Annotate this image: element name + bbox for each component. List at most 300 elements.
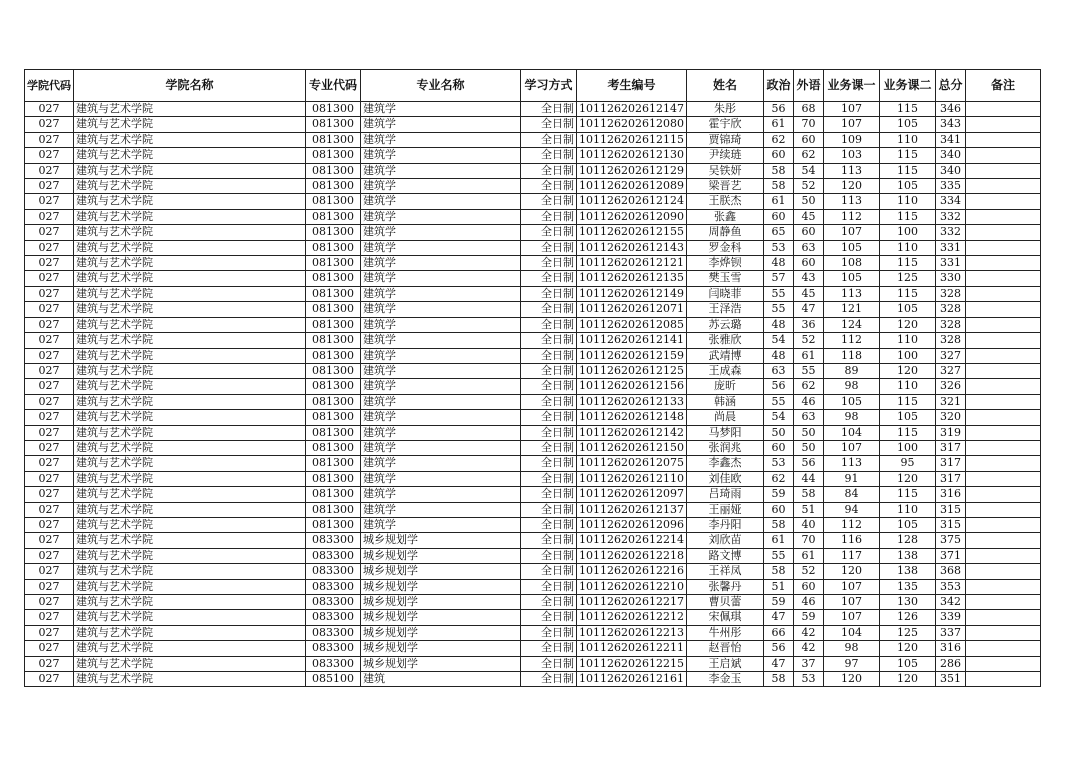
- total-score-cell: 335: [935, 179, 965, 194]
- subject-two-score-cell: 105: [879, 656, 935, 671]
- table-row: [25, 548, 1041, 563]
- table-row: [25, 379, 1041, 394]
- total-score-cell: 334: [935, 194, 965, 209]
- student-name-cell: 王朕杰: [686, 194, 763, 209]
- politics-score-cell: 59: [763, 487, 793, 502]
- subject-two-score-cell: 105: [879, 410, 935, 425]
- candidate-id-cell: 101126202612080: [577, 117, 687, 132]
- college-name-cell: 建筑与艺术学院: [74, 456, 306, 471]
- college-code-cell: 027: [25, 179, 74, 194]
- college-code-cell: 027: [25, 286, 74, 301]
- college-code-cell: 027: [25, 256, 74, 271]
- remarks-cell: [965, 610, 1040, 625]
- major-name-cell: 建筑学: [361, 240, 521, 255]
- header-row: [25, 70, 1041, 102]
- total-score-cell: 319: [935, 425, 965, 440]
- college-code-cell: 027: [25, 641, 74, 656]
- major-code-cell: 081300: [306, 286, 361, 301]
- college-code-cell: 027: [25, 148, 74, 163]
- candidate-id-cell: 101126202612137: [577, 502, 687, 517]
- subject-two-score-cell: 115: [879, 209, 935, 224]
- student-name-cell: 牛州彤: [686, 625, 763, 640]
- student-name-cell: 霍宇欣: [686, 117, 763, 132]
- table-row: [25, 317, 1041, 332]
- major-code-cell: 081300: [306, 209, 361, 224]
- foreign-language-score-cell: 59: [793, 610, 823, 625]
- college-name-cell: 建筑与艺术学院: [74, 564, 306, 579]
- foreign-language-score-cell: 44: [793, 471, 823, 486]
- table-row: [25, 610, 1041, 625]
- major-name-cell: 建筑学: [361, 271, 521, 286]
- subject-one-score-cell: 104: [823, 625, 879, 640]
- subject-one-score-cell: 118: [823, 348, 879, 363]
- major-code-cell: 083300: [306, 579, 361, 594]
- total-score-cell: 331: [935, 240, 965, 255]
- college-code-cell: 027: [25, 502, 74, 517]
- student-name-cell: 梁晋艺: [686, 179, 763, 194]
- foreign-language-score-cell: 60: [793, 132, 823, 147]
- college-code-cell: 027: [25, 225, 74, 240]
- remarks-cell: [965, 225, 1040, 240]
- politics-score-cell: 48: [763, 348, 793, 363]
- major-code-cell: 081300: [306, 471, 361, 486]
- student-name-cell: 王丽娅: [686, 502, 763, 517]
- remarks-cell: [965, 595, 1040, 610]
- subject-one-score-cell: 117: [823, 548, 879, 563]
- remarks-cell: [965, 379, 1040, 394]
- remarks-cell: [965, 579, 1040, 594]
- candidate-id-cell: 101126202612142: [577, 425, 687, 440]
- subject-two-score-cell: 115: [879, 148, 935, 163]
- college-code-cell: 027: [25, 595, 74, 610]
- foreign-language-score-cell: 45: [793, 286, 823, 301]
- subject-two-score-cell: 115: [879, 487, 935, 502]
- college-code-cell: 027: [25, 625, 74, 640]
- subject-two-score-cell: 125: [879, 625, 935, 640]
- college-code-cell: 027: [25, 317, 74, 332]
- study-mode-cell: 全日制: [521, 179, 577, 194]
- candidate-id-cell: 101126202612214: [577, 533, 687, 548]
- foreign-language-score-cell: 61: [793, 348, 823, 363]
- table-row: [25, 179, 1041, 194]
- student-name-cell: 李金玉: [686, 672, 763, 687]
- subject-two-score-cell: 110: [879, 132, 935, 147]
- politics-score-cell: 58: [763, 517, 793, 532]
- total-score-cell: 339: [935, 610, 965, 625]
- foreign-language-score-cell: 52: [793, 564, 823, 579]
- col-college-name-header: 学院名称: [74, 70, 306, 102]
- foreign-language-score-cell: 42: [793, 641, 823, 656]
- college-code-cell: 027: [25, 132, 74, 147]
- student-name-cell: 吕琦雨: [686, 487, 763, 502]
- major-code-cell: 081300: [306, 517, 361, 532]
- foreign-language-score-cell: 45: [793, 209, 823, 224]
- politics-score-cell: 58: [763, 179, 793, 194]
- foreign-language-score-cell: 70: [793, 533, 823, 548]
- table-row: [25, 225, 1041, 240]
- total-score-cell: 327: [935, 348, 965, 363]
- remarks-cell: [965, 456, 1040, 471]
- subject-one-score-cell: 94: [823, 502, 879, 517]
- major-code-cell: 083300: [306, 533, 361, 548]
- politics-score-cell: 51: [763, 579, 793, 594]
- college-code-cell: 027: [25, 425, 74, 440]
- college-code-cell: 027: [25, 102, 74, 117]
- subject-one-score-cell: 104: [823, 425, 879, 440]
- table-row: [25, 117, 1041, 132]
- table-row: [25, 440, 1041, 455]
- college-code-cell: 027: [25, 363, 74, 378]
- major-name-cell: 建筑学: [361, 317, 521, 332]
- student-name-cell: 樊玉雪: [686, 271, 763, 286]
- study-mode-cell: 全日制: [521, 548, 577, 563]
- table-row: [25, 271, 1041, 286]
- table-row: [25, 502, 1041, 517]
- col-subject-two-header: 业务课二: [879, 70, 935, 102]
- major-code-cell: 081300: [306, 256, 361, 271]
- college-code-cell: 027: [25, 440, 74, 455]
- politics-score-cell: 59: [763, 595, 793, 610]
- study-mode-cell: 全日制: [521, 672, 577, 687]
- study-mode-cell: 全日制: [521, 471, 577, 486]
- subject-one-score-cell: 91: [823, 471, 879, 486]
- foreign-language-score-cell: 54: [793, 163, 823, 178]
- college-name-cell: 建筑与艺术学院: [74, 271, 306, 286]
- subject-one-score-cell: 84: [823, 487, 879, 502]
- student-name-cell: 尹续琏: [686, 148, 763, 163]
- table-row: [25, 394, 1041, 409]
- total-score-cell: 326: [935, 379, 965, 394]
- subject-one-score-cell: 113: [823, 456, 879, 471]
- table-row: [25, 102, 1041, 117]
- table-row: [25, 286, 1041, 301]
- college-code-cell: 027: [25, 410, 74, 425]
- major-name-cell: 建筑学: [361, 225, 521, 240]
- subject-one-score-cell: 98: [823, 410, 879, 425]
- college-name-cell: 建筑与艺术学院: [74, 117, 306, 132]
- college-name-cell: 建筑与艺术学院: [74, 379, 306, 394]
- foreign-language-score-cell: 46: [793, 394, 823, 409]
- total-score-cell: 371: [935, 548, 965, 563]
- college-code-cell: 027: [25, 271, 74, 286]
- table-row: [25, 148, 1041, 163]
- total-score-cell: 327: [935, 363, 965, 378]
- foreign-language-score-cell: 60: [793, 579, 823, 594]
- subject-two-score-cell: 115: [879, 256, 935, 271]
- subject-two-score-cell: 115: [879, 102, 935, 117]
- college-code-cell: 027: [25, 656, 74, 671]
- subject-one-score-cell: 113: [823, 163, 879, 178]
- study-mode-cell: 全日制: [521, 625, 577, 640]
- subject-one-score-cell: 124: [823, 317, 879, 332]
- candidate-id-cell: 101126202612156: [577, 379, 687, 394]
- study-mode-cell: 全日制: [521, 240, 577, 255]
- candidate-id-cell: 101126202612115: [577, 132, 687, 147]
- subject-two-score-cell: 110: [879, 379, 935, 394]
- remarks-cell: [965, 533, 1040, 548]
- foreign-language-score-cell: 60: [793, 225, 823, 240]
- study-mode-cell: 全日制: [521, 363, 577, 378]
- remarks-cell: [965, 271, 1040, 286]
- study-mode-cell: 全日制: [521, 148, 577, 163]
- college-name-cell: 建筑与艺术学院: [74, 672, 306, 687]
- major-code-cell: 081300: [306, 363, 361, 378]
- major-code-cell: 081300: [306, 179, 361, 194]
- major-name-cell: 建筑学: [361, 148, 521, 163]
- table-row: [25, 132, 1041, 147]
- major-name-cell: 建筑学: [361, 410, 521, 425]
- major-code-cell: 081300: [306, 317, 361, 332]
- candidate-id-cell: 101126202612161: [577, 672, 687, 687]
- candidate-id-cell: 101126202612071: [577, 302, 687, 317]
- table-row: [25, 625, 1041, 640]
- study-mode-cell: 全日制: [521, 102, 577, 117]
- study-mode-cell: 全日制: [521, 656, 577, 671]
- total-score-cell: 316: [935, 641, 965, 656]
- table-row: [25, 240, 1041, 255]
- total-score-cell: 337: [935, 625, 965, 640]
- major-code-cell: 081300: [306, 348, 361, 363]
- total-score-cell: 341: [935, 132, 965, 147]
- candidate-id-cell: 101126202612211: [577, 641, 687, 656]
- major-code-cell: 081300: [306, 102, 361, 117]
- total-score-cell: 368: [935, 564, 965, 579]
- subject-one-score-cell: 107: [823, 610, 879, 625]
- subject-two-score-cell: 110: [879, 194, 935, 209]
- college-code-cell: 027: [25, 533, 74, 548]
- table-row: [25, 487, 1041, 502]
- student-name-cell: 尚晨: [686, 410, 763, 425]
- college-name-cell: 建筑与艺术学院: [74, 348, 306, 363]
- subject-two-score-cell: 120: [879, 672, 935, 687]
- subject-two-score-cell: 115: [879, 425, 935, 440]
- foreign-language-score-cell: 63: [793, 240, 823, 255]
- politics-score-cell: 61: [763, 117, 793, 132]
- col-foreign-language-header: 外语: [793, 70, 823, 102]
- major-name-cell: 城乡规划学: [361, 641, 521, 656]
- college-name-cell: 建筑与艺术学院: [74, 548, 306, 563]
- college-name-cell: 建筑与艺术学院: [74, 286, 306, 301]
- major-name-cell: 城乡规划学: [361, 625, 521, 640]
- candidate-id-cell: 101126202612149: [577, 286, 687, 301]
- foreign-language-score-cell: 37: [793, 656, 823, 671]
- total-score-cell: 317: [935, 471, 965, 486]
- remarks-cell: [965, 672, 1040, 687]
- college-name-cell: 建筑与艺术学院: [74, 656, 306, 671]
- major-code-cell: 081300: [306, 379, 361, 394]
- college-name-cell: 建筑与艺术学院: [74, 102, 306, 117]
- major-name-cell: 建筑学: [361, 440, 521, 455]
- study-mode-cell: 全日制: [521, 163, 577, 178]
- table-row: [25, 517, 1041, 532]
- foreign-language-score-cell: 61: [793, 548, 823, 563]
- study-mode-cell: 全日制: [521, 271, 577, 286]
- remarks-cell: [965, 440, 1040, 455]
- student-name-cell: 张馨丹: [686, 579, 763, 594]
- table-row: [25, 656, 1041, 671]
- foreign-language-score-cell: 62: [793, 379, 823, 394]
- student-name-cell: 刘欣苗: [686, 533, 763, 548]
- major-name-cell: 建筑学: [361, 194, 521, 209]
- major-name-cell: 建筑学: [361, 394, 521, 409]
- remarks-cell: [965, 179, 1040, 194]
- table-row: [25, 564, 1041, 579]
- college-name-cell: 建筑与艺术学院: [74, 148, 306, 163]
- total-score-cell: 351: [935, 672, 965, 687]
- table-row: [25, 595, 1041, 610]
- candidate-id-cell: 101126202612148: [577, 410, 687, 425]
- college-name-cell: 建筑与艺术学院: [74, 502, 306, 517]
- major-name-cell: 建筑学: [361, 502, 521, 517]
- politics-score-cell: 50: [763, 425, 793, 440]
- college-code-cell: 027: [25, 672, 74, 687]
- remarks-cell: [965, 625, 1040, 640]
- major-name-cell: 建筑学: [361, 286, 521, 301]
- candidate-id-cell: 101126202612133: [577, 394, 687, 409]
- total-score-cell: 316: [935, 487, 965, 502]
- table-row: [25, 302, 1041, 317]
- subject-one-score-cell: 105: [823, 271, 879, 286]
- study-mode-cell: 全日制: [521, 194, 577, 209]
- politics-score-cell: 61: [763, 533, 793, 548]
- politics-score-cell: 58: [763, 163, 793, 178]
- candidate-id-cell: 101126202612130: [577, 148, 687, 163]
- college-code-cell: 027: [25, 548, 74, 563]
- politics-score-cell: 47: [763, 610, 793, 625]
- college-name-cell: 建筑与艺术学院: [74, 240, 306, 255]
- study-mode-cell: 全日制: [521, 502, 577, 517]
- table-row: [25, 209, 1041, 224]
- subject-one-score-cell: 105: [823, 394, 879, 409]
- candidate-id-cell: 101126202612217: [577, 595, 687, 610]
- col-subject-one-header: 业务课一: [823, 70, 879, 102]
- table-row: [25, 194, 1041, 209]
- college-code-cell: 027: [25, 163, 74, 178]
- remarks-cell: [965, 641, 1040, 656]
- politics-score-cell: 60: [763, 440, 793, 455]
- table-row: [25, 256, 1041, 271]
- major-name-cell: 建筑学: [361, 471, 521, 486]
- politics-score-cell: 48: [763, 317, 793, 332]
- politics-score-cell: 53: [763, 456, 793, 471]
- major-name-cell: 建筑学: [361, 333, 521, 348]
- foreign-language-score-cell: 70: [793, 117, 823, 132]
- subject-one-score-cell: 107: [823, 440, 879, 455]
- total-score-cell: 332: [935, 209, 965, 224]
- student-name-cell: 王启斌: [686, 656, 763, 671]
- student-name-cell: 武靖博: [686, 348, 763, 363]
- subject-one-score-cell: 105: [823, 240, 879, 255]
- foreign-language-score-cell: 53: [793, 672, 823, 687]
- politics-score-cell: 65: [763, 225, 793, 240]
- total-score-cell: 328: [935, 333, 965, 348]
- subject-one-score-cell: 120: [823, 564, 879, 579]
- subject-two-score-cell: 115: [879, 286, 935, 301]
- table-row: [25, 533, 1041, 548]
- subject-one-score-cell: 107: [823, 102, 879, 117]
- study-mode-cell: 全日制: [521, 333, 577, 348]
- table-row: [25, 348, 1041, 363]
- table-row: [25, 425, 1041, 440]
- total-score-cell: 343: [935, 117, 965, 132]
- subject-one-score-cell: 89: [823, 363, 879, 378]
- subject-one-score-cell: 107: [823, 117, 879, 132]
- politics-score-cell: 60: [763, 209, 793, 224]
- major-code-cell: 083300: [306, 564, 361, 579]
- score-sheet: [24, 69, 1041, 687]
- study-mode-cell: 全日制: [521, 410, 577, 425]
- major-name-cell: 城乡规划学: [361, 595, 521, 610]
- student-name-cell: 张雅欣: [686, 333, 763, 348]
- major-name-cell: 建筑学: [361, 379, 521, 394]
- major-name-cell: 城乡规划学: [361, 656, 521, 671]
- politics-score-cell: 61: [763, 194, 793, 209]
- major-code-cell: 081300: [306, 163, 361, 178]
- college-code-cell: 027: [25, 302, 74, 317]
- college-code-cell: 027: [25, 610, 74, 625]
- remarks-cell: [965, 394, 1040, 409]
- student-name-cell: 李鑫杰: [686, 456, 763, 471]
- col-college-code-header: 学院代码: [25, 70, 74, 102]
- college-name-cell: 建筑与艺术学院: [74, 194, 306, 209]
- college-name-cell: 建筑与艺术学院: [74, 317, 306, 332]
- major-name-cell: 城乡规划学: [361, 548, 521, 563]
- admission-score-table: [24, 69, 1041, 687]
- remarks-cell: [965, 317, 1040, 332]
- college-name-cell: 建筑与艺术学院: [74, 132, 306, 147]
- major-code-cell: 081300: [306, 502, 361, 517]
- subject-two-score-cell: 110: [879, 502, 935, 517]
- subject-two-score-cell: 115: [879, 394, 935, 409]
- foreign-language-score-cell: 55: [793, 363, 823, 378]
- col-study-mode-header: 学习方式: [521, 70, 577, 102]
- candidate-id-cell: 101126202612075: [577, 456, 687, 471]
- total-score-cell: 328: [935, 302, 965, 317]
- subject-one-score-cell: 97: [823, 656, 879, 671]
- subject-one-score-cell: 98: [823, 641, 879, 656]
- total-score-cell: 332: [935, 225, 965, 240]
- student-name-cell: 路文博: [686, 548, 763, 563]
- remarks-cell: [965, 471, 1040, 486]
- major-name-cell: 建筑学: [361, 425, 521, 440]
- study-mode-cell: 全日制: [521, 132, 577, 147]
- subject-one-score-cell: 120: [823, 179, 879, 194]
- student-name-cell: 曹贝蕾: [686, 595, 763, 610]
- student-name-cell: 李烨钡: [686, 256, 763, 271]
- college-name-cell: 建筑与艺术学院: [74, 579, 306, 594]
- college-name-cell: 建筑与艺术学院: [74, 256, 306, 271]
- college-code-cell: 027: [25, 240, 74, 255]
- table-body: [25, 102, 1041, 687]
- table-row: [25, 456, 1041, 471]
- college-name-cell: 建筑与艺术学院: [74, 471, 306, 486]
- remarks-cell: [965, 286, 1040, 301]
- candidate-id-cell: 101126202612216: [577, 564, 687, 579]
- politics-score-cell: 48: [763, 256, 793, 271]
- total-score-cell: 320: [935, 410, 965, 425]
- remarks-cell: [965, 148, 1040, 163]
- total-score-cell: 317: [935, 456, 965, 471]
- foreign-language-score-cell: 52: [793, 333, 823, 348]
- study-mode-cell: 全日制: [521, 394, 577, 409]
- politics-score-cell: 58: [763, 672, 793, 687]
- remarks-cell: [965, 425, 1040, 440]
- college-name-cell: 建筑与艺术学院: [74, 625, 306, 640]
- student-name-cell: 王泽浩: [686, 302, 763, 317]
- total-score-cell: 321: [935, 394, 965, 409]
- candidate-id-cell: 101126202612125: [577, 363, 687, 378]
- study-mode-cell: 全日制: [521, 425, 577, 440]
